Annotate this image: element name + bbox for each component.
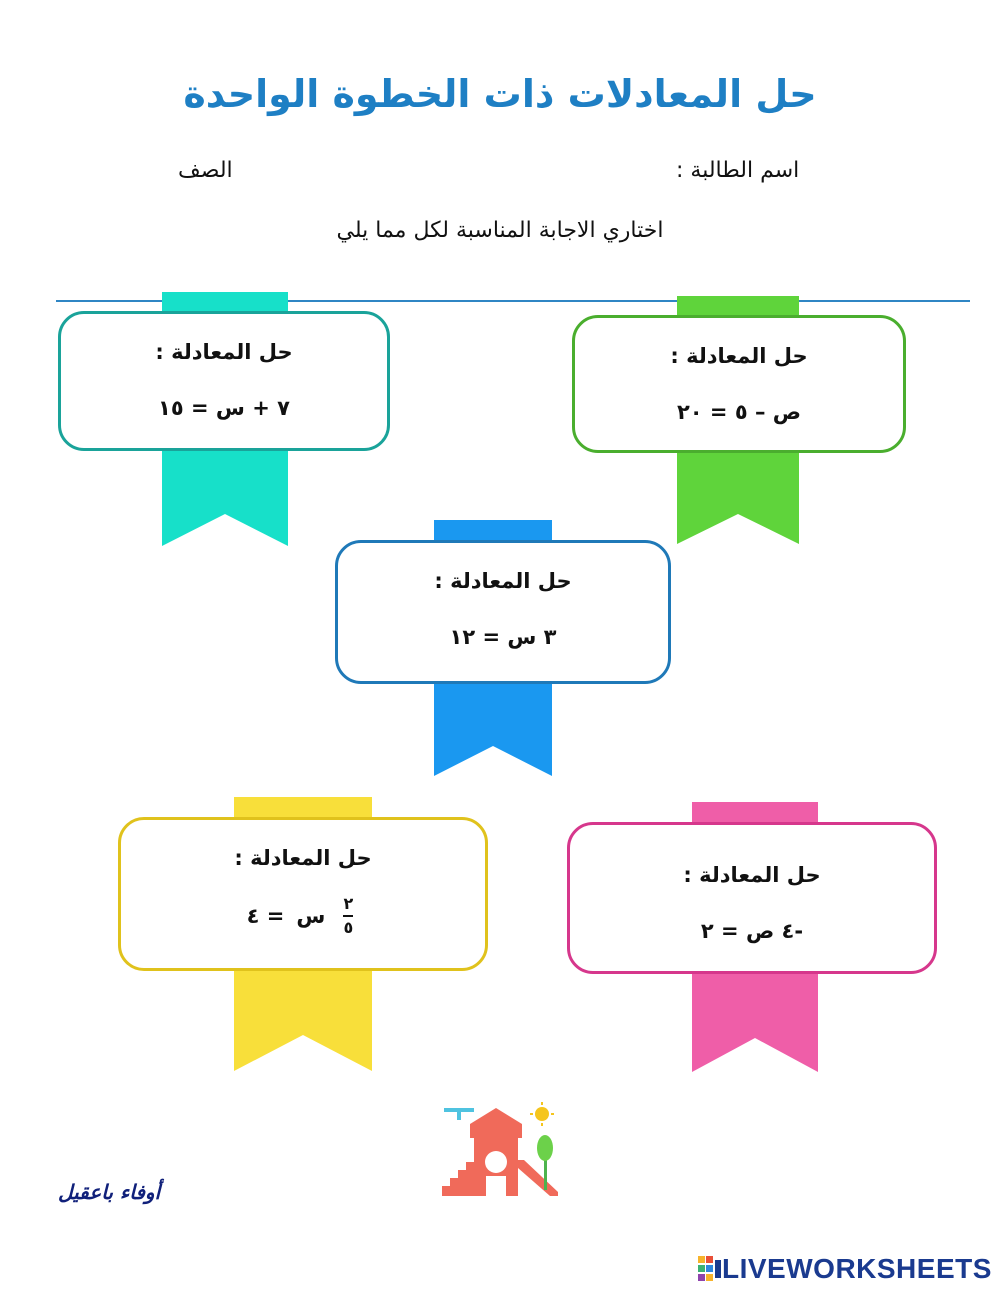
equation-card-label: حل المعادلة : — [434, 569, 572, 593]
equation-card-5 — [567, 822, 937, 974]
author-signature: أوفاء باعقيل — [58, 1180, 161, 1204]
equation-variable: س — [296, 904, 326, 928]
equation-rhs: = ٤ — [246, 904, 285, 928]
fraction — [343, 895, 353, 937]
equation-text: -٤ ص = ٢ — [700, 919, 804, 943]
equation-text — [121, 890, 485, 937]
fraction-denominator: ٥ — [343, 918, 354, 937]
equation-text: ٣ س = ١٢ — [449, 625, 557, 649]
instruction-text: اختاري الاجابة المناسبة لكل مما يلي — [336, 218, 664, 243]
equation-card-1 — [58, 311, 390, 451]
student-name-label: اسم الطالبة : — [676, 158, 800, 183]
liveworksheets-logo[interactable] — [698, 1254, 992, 1284]
equation-text: ص – ٥ = ٢٠ — [676, 400, 802, 424]
equation-card-label: حل المعادلة : — [155, 340, 293, 364]
equation-card-4 — [118, 817, 488, 971]
page-title: حل المعادلات ذات الخطوة الواحدة — [183, 72, 817, 116]
fraction-numerator: ٢ — [343, 894, 354, 913]
grade-label: الصف — [178, 158, 233, 183]
playground-icon — [438, 1100, 560, 1200]
equation-card-label: حل المعادلة : — [683, 863, 821, 887]
equation-text: ٧ + س = ١٥ — [158, 396, 290, 420]
equation-card-label: حل المعادلة : — [670, 344, 808, 368]
equation-card-2 — [572, 315, 906, 453]
brand-name: LIVEWORKSHEETS — [722, 1253, 992, 1284]
liveworksheets-logo-icon — [698, 1256, 722, 1282]
fraction-bar — [343, 915, 353, 917]
equation-card-3 — [335, 540, 671, 684]
equation-card-label: حل المعادلة : — [234, 846, 372, 870]
